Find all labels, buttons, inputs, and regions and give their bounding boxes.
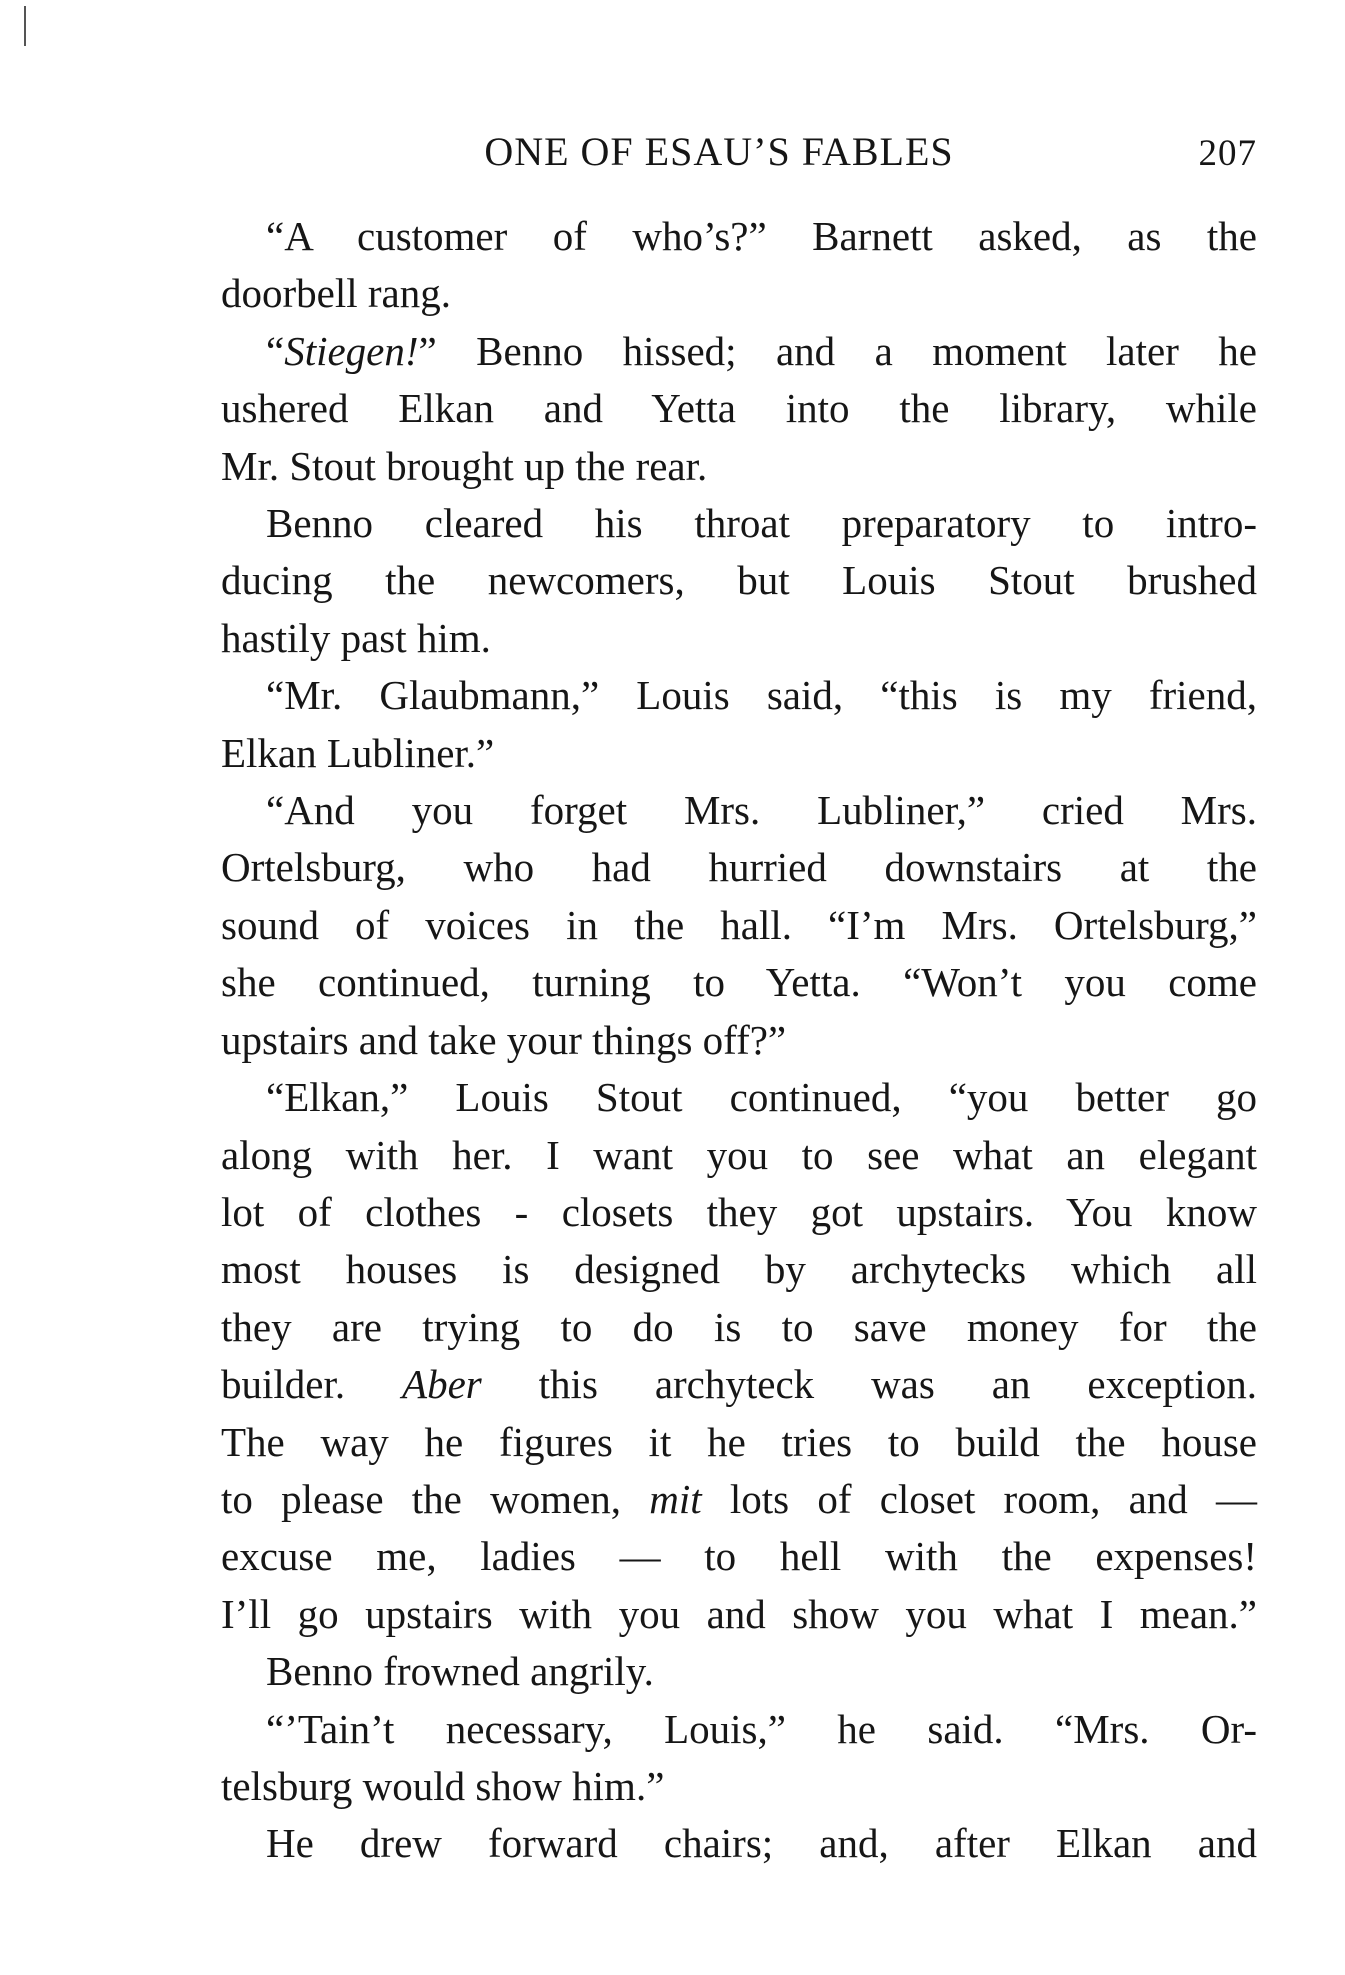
text-line: sound of voices in the hall. “I’m Mrs. Ortelsburg,”	[221, 901, 1257, 948]
body-text	[221, 208, 1257, 1873]
text-line: she continued, turning to Yetta. “Won’t you come	[221, 959, 1257, 1006]
text-line: “And you forget Mrs. Lubliner,” cried Mrs.	[266, 787, 1257, 834]
text-line: Mr. Stout brought up the rear.	[221, 442, 708, 489]
page-header	[221, 128, 1257, 184]
running-title: ONE OF ESAU’S FABLES	[484, 129, 954, 174]
text-line: ushered Elkan and Yetta into the library, while	[221, 385, 1257, 432]
text-line: excuse me, ladies — to hell with the expenses!	[221, 1533, 1257, 1580]
italic-word: Aber	[402, 1361, 482, 1408]
text-line: they are trying to do is to save money for the	[221, 1303, 1257, 1350]
text-line: to please the women, mit lots of closet room, and —	[221, 1475, 1257, 1522]
text-line: upstairs and take your things off?”	[221, 1016, 787, 1063]
text-line: Elkan Lubliner.”	[221, 729, 495, 776]
text-line: doorbell rang.	[221, 270, 451, 317]
text-line: lot of clothes - closets they got upstairs. You know	[221, 1188, 1257, 1235]
text-line: “Stiegen!” Benno hissed; and a moment later he	[266, 327, 1257, 374]
text-line: hastily past him.	[221, 614, 491, 661]
scan-edge-mark	[24, 6, 26, 46]
text-line: “Elkan,” Louis Stout continued, “you better go	[266, 1074, 1257, 1121]
text-line: The way he figures it he tries to build the house	[221, 1418, 1257, 1465]
text-line: Benno cleared his throat preparatory to intro-	[266, 500, 1257, 547]
text-line: along with her. I want you to see what an elegant	[221, 1131, 1257, 1178]
text-line: “A customer of who’s?” Barnett asked, as the	[266, 213, 1257, 259]
text-line: Benno frowned angrily.	[266, 1648, 654, 1695]
text-line: He drew forward chairs; and, after Elkan and	[266, 1820, 1257, 1867]
italic-word: mit	[649, 1475, 702, 1522]
text-line: telsburg would show him.”	[221, 1762, 665, 1809]
text-line: most houses is designed by archytecks which all	[221, 1246, 1257, 1293]
text-line: “’Tain’t necessary, Louis,” he said. “Mrs. Or-	[266, 1705, 1257, 1752]
text-line: “Mr. Glaubmann,” Louis said, “this is my friend,	[266, 672, 1257, 719]
text-line: ducing the newcomers, but Louis Stout brushed	[221, 557, 1257, 604]
page-number: 207	[1198, 133, 1257, 174]
text-line: I’ll go upstairs with you and show you what I mean.”	[221, 1590, 1257, 1637]
text-line: Ortelsburg, who had hurried downstairs at the	[221, 844, 1257, 891]
text-line: builder. Aber this archyteck was an exception.	[221, 1361, 1257, 1408]
italic-word: Stiegen!	[284, 327, 419, 374]
